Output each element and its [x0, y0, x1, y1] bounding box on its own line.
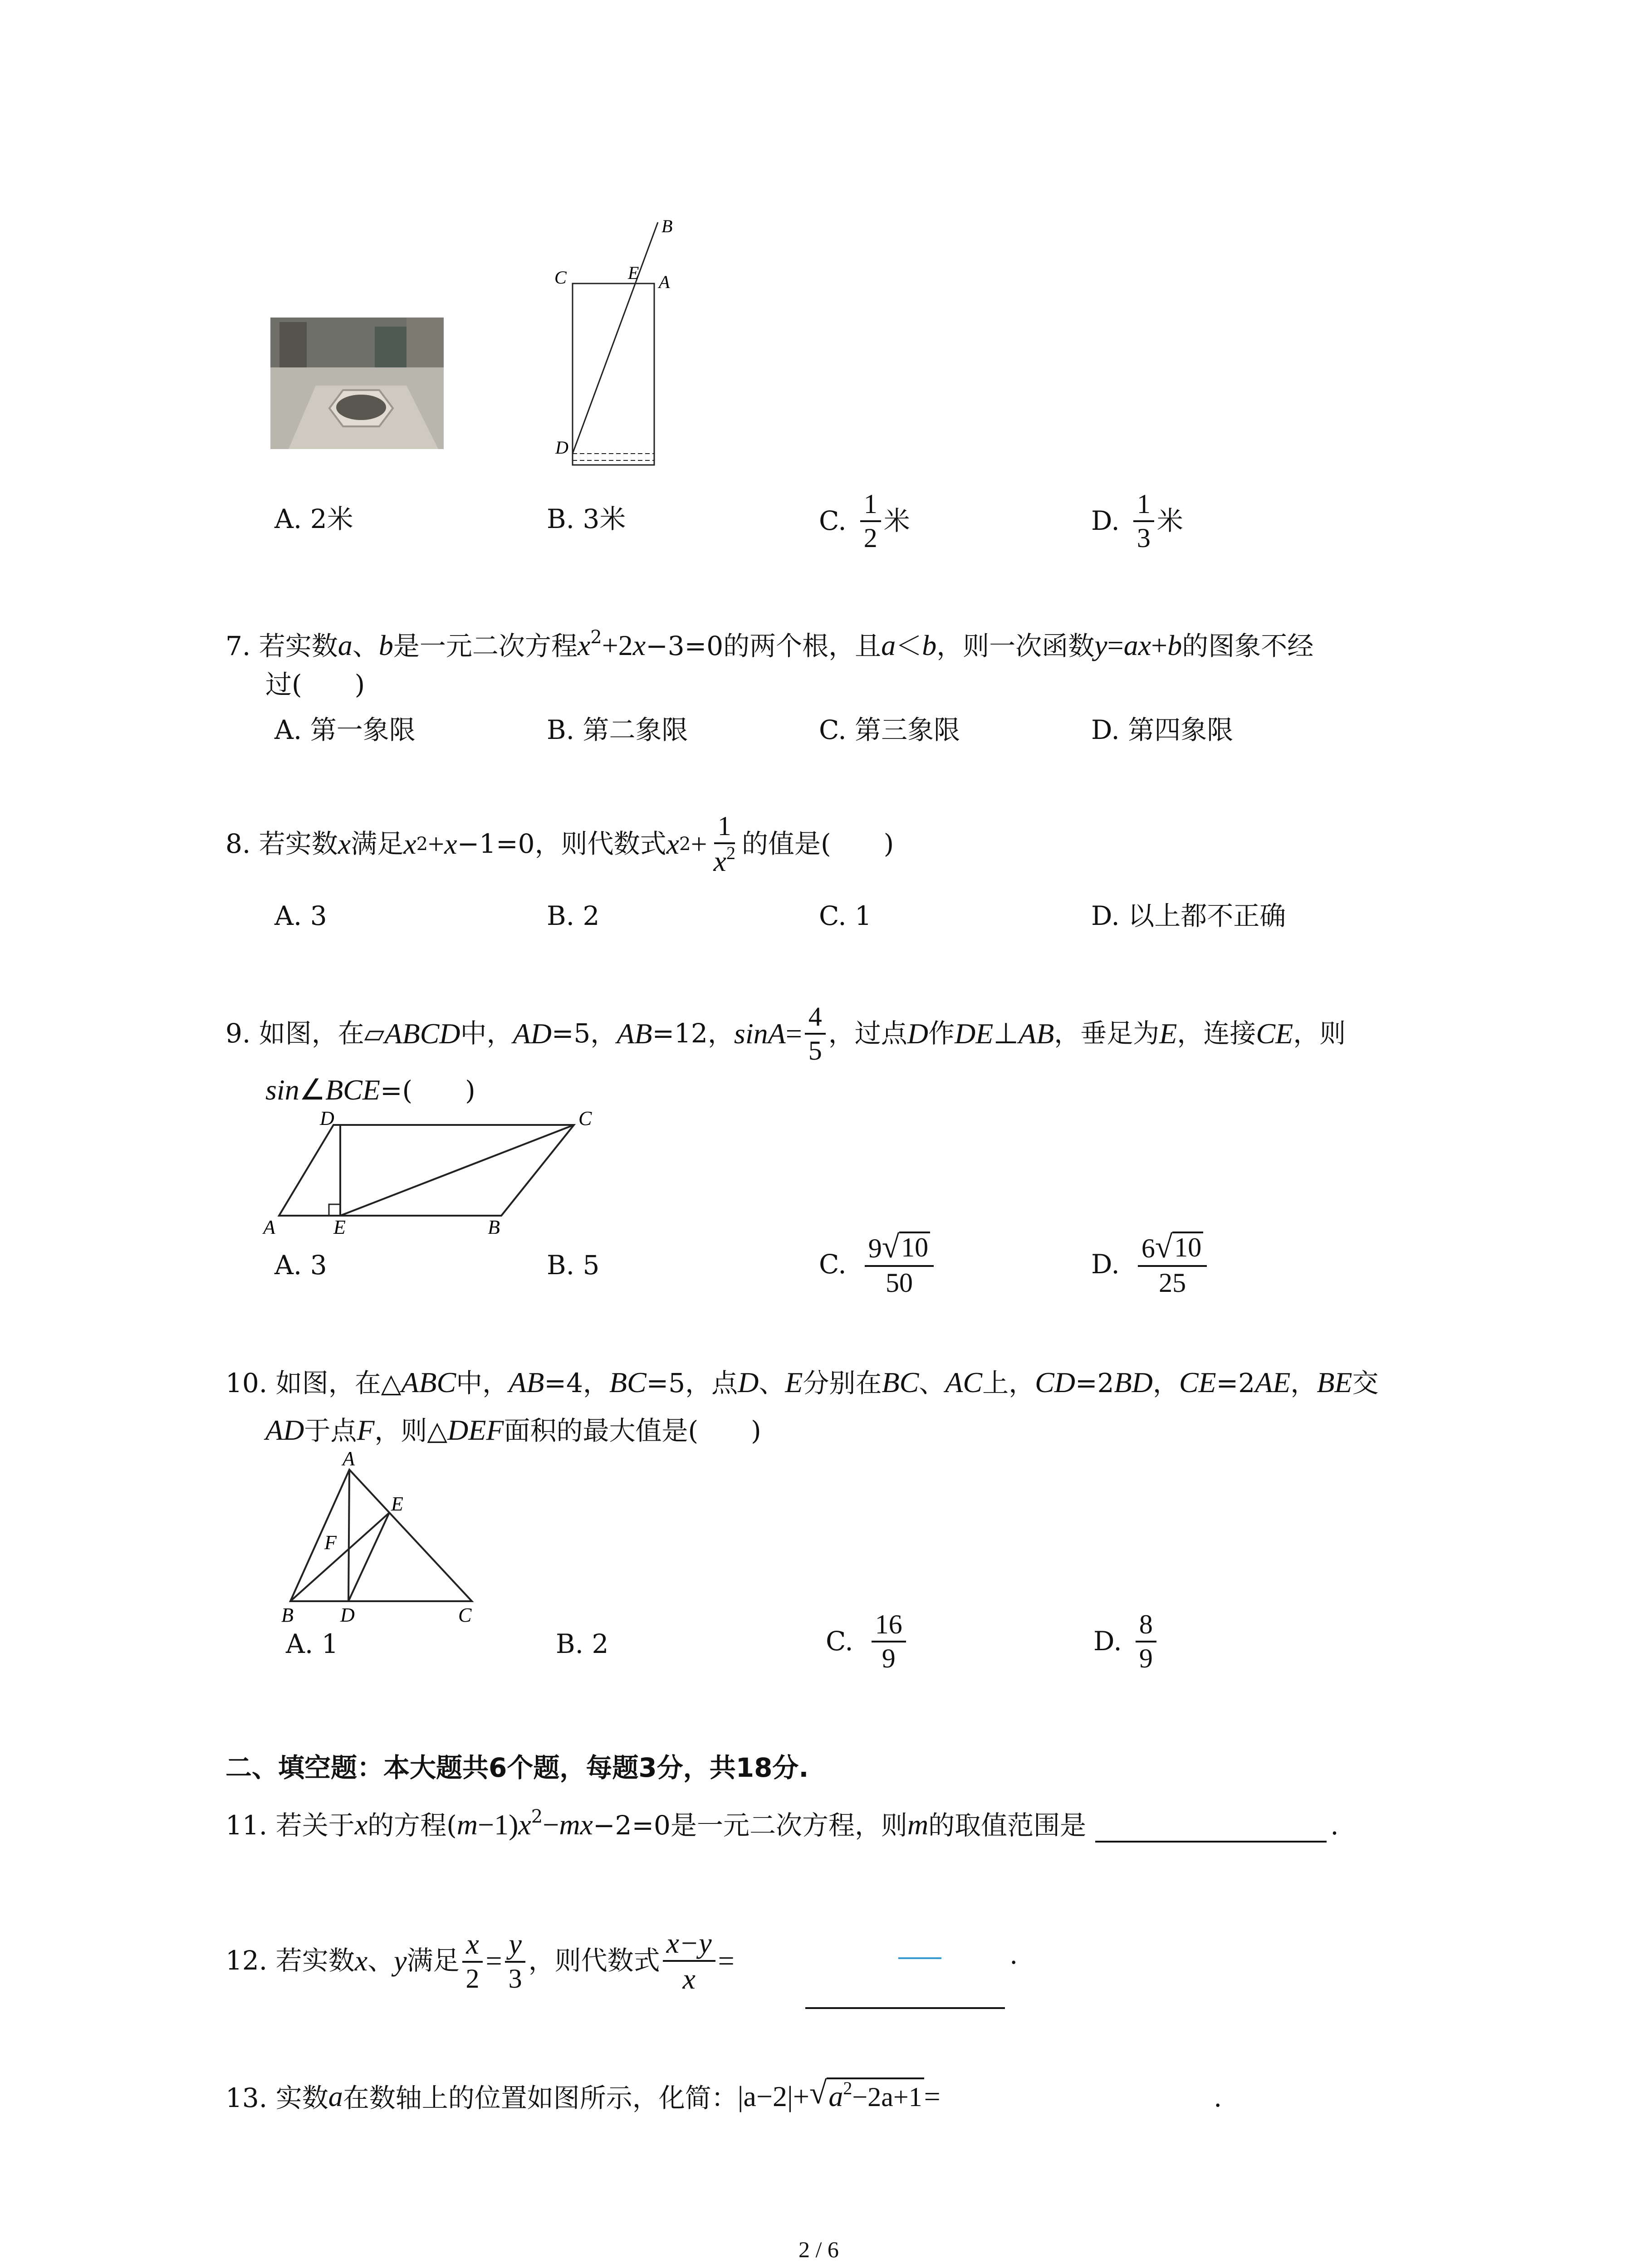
frac-den	[710, 844, 739, 876]
q13-period: .	[1214, 2082, 1222, 2113]
q7-option-a: A. 第一象限	[274, 714, 416, 745]
exponent: 2	[531, 1806, 543, 1827]
var-ax: ax	[1123, 629, 1151, 661]
q12-answer-blank[interactable]	[805, 2007, 1005, 2009]
var-ce: CE	[1179, 1366, 1216, 1398]
q13-text: 在数轴上的位置如图所示，化简：	[343, 2082, 738, 2114]
q6-option-c-prefix: C.	[819, 505, 847, 537]
q9-option-a: A. 3	[274, 1250, 327, 1281]
q12-text: 若实数	[275, 1945, 355, 1976]
sqrt-expr: √ $a^2-2a+1$	[809, 2077, 924, 2114]
label-b: B	[661, 216, 673, 236]
q7-line2: 过( )	[265, 669, 365, 700]
q6-d-den: 3	[1136, 523, 1151, 553]
minus: −	[543, 1809, 559, 1841]
period: .	[1330, 1810, 1339, 1841]
q12-text: 、	[367, 1945, 394, 1976]
q10-line2	[265, 1413, 761, 1448]
q8-fraction	[710, 812, 739, 876]
var-mx: mx	[559, 1809, 593, 1841]
q10-option-b: B. 2	[556, 1628, 609, 1659]
var-x: x	[518, 1809, 531, 1841]
frac-num: x	[466, 1928, 479, 1960]
q10-text: ，	[1152, 1368, 1179, 1398]
frac-den: 25	[1159, 1268, 1186, 1298]
q6-option-d-unit: 米	[1156, 505, 1183, 537]
var-f: F	[357, 1414, 375, 1446]
var-be: BE	[1317, 1366, 1352, 1398]
frac-den: 5	[808, 1036, 822, 1066]
exponent: 2	[590, 627, 602, 648]
q9-option-c-prefix: C.	[819, 1248, 847, 1280]
var-y: y	[1094, 629, 1107, 661]
equals: =	[924, 2080, 941, 2112]
q8-text: 若实数	[259, 828, 338, 860]
q9-text: ，垂足为	[1054, 1018, 1160, 1049]
var-ab: AB	[509, 1366, 544, 1398]
label-e: E	[333, 1216, 346, 1234]
q9-text: ，过点	[828, 1018, 907, 1049]
frac-den: x	[682, 1963, 696, 1995]
angle: ∠	[299, 1074, 326, 1106]
var-a: a	[881, 629, 896, 661]
q10-option-d-prefix: D.	[1093, 1626, 1122, 1657]
q6-c-den: 2	[863, 523, 877, 553]
var-de: DE	[955, 1017, 994, 1050]
label-c: C	[554, 267, 567, 288]
q9-number: 9.	[225, 1018, 251, 1049]
q10-text: 、	[759, 1368, 785, 1398]
var-x: x	[666, 827, 679, 860]
q13-line	[225, 2077, 941, 2114]
var-abc: ABC	[401, 1366, 456, 1398]
q10-text: 中，	[456, 1368, 509, 1398]
q10-number: 10.	[225, 1368, 268, 1398]
q10-option-d	[1093, 1610, 1159, 1673]
equals: =	[485, 1944, 502, 1977]
q9-text: 作	[928, 1018, 955, 1049]
well-photo	[270, 318, 444, 449]
q10-text: 分别在	[803, 1368, 882, 1398]
q6-option-b: B. 3米	[547, 503, 626, 534]
q10-option-c-prefix: C.	[826, 1626, 853, 1657]
frac-den: 9	[1139, 1643, 1153, 1673]
var-x: x	[354, 1944, 368, 1977]
perp: ⊥	[993, 1017, 1019, 1050]
answer-blank[interactable]	[1095, 1813, 1327, 1843]
q11-text: 的方程(	[367, 1810, 457, 1841]
var-sin: sin	[265, 1074, 299, 1106]
q7-text: 、	[352, 631, 379, 661]
q9-text: =( )	[380, 1075, 475, 1106]
q10-option-c	[826, 1610, 909, 1673]
frac-num: 16	[872, 1610, 906, 1642]
var-x: x	[354, 1809, 368, 1841]
q6-option-d-prefix: D.	[1091, 505, 1120, 537]
coef: 9	[868, 1233, 882, 1263]
q13-text: 实数	[275, 2082, 328, 2114]
var-e: E	[785, 1366, 803, 1398]
var-m: m	[456, 1809, 478, 1841]
var-m: m	[907, 1809, 929, 1841]
label-d: D	[320, 1107, 334, 1129]
q9-line2	[265, 1073, 475, 1108]
var-d: D	[738, 1366, 759, 1398]
var-bce: BCE	[325, 1074, 380, 1106]
var-b: b	[1167, 629, 1182, 661]
var-ac: AC	[945, 1366, 983, 1398]
q8-option-a: A. 3	[274, 900, 327, 931]
section-title: 二、填空题：本大题共6个题，每题3分，共18分.	[225, 1752, 809, 1783]
equals: =	[1107, 629, 1124, 661]
frac-num: 4	[805, 1002, 826, 1035]
plus: +	[428, 827, 445, 860]
var-x: x	[713, 845, 726, 877]
abs-expr: |a−2|+	[737, 2080, 809, 2112]
q8-option-b: B. 2	[547, 900, 600, 931]
label-a: A	[343, 1447, 355, 1470]
q6-option-d	[1091, 490, 1183, 552]
q6-option-a: A. 2米	[274, 503, 353, 534]
var-e: E	[1159, 1017, 1177, 1050]
var-ab: AB	[617, 1017, 652, 1050]
var-bd: BD	[1114, 1366, 1153, 1398]
q13-number: 13.	[225, 2082, 268, 2114]
q9-text: ，则	[1293, 1018, 1346, 1049]
radicand: 10	[899, 1232, 930, 1262]
var-y: y	[394, 1944, 407, 1977]
exponent: 2	[726, 843, 735, 863]
q6-d-num: 1	[1133, 490, 1154, 522]
label-b: B	[488, 1216, 500, 1234]
q10-text: =2	[1075, 1368, 1114, 1398]
q8-text: −1=0，则代数式	[457, 828, 666, 860]
var-bc: BC	[609, 1366, 647, 1398]
coef: 6	[1141, 1233, 1155, 1263]
q9-text: =5，	[551, 1018, 617, 1049]
exponent: 2	[843, 2078, 852, 2098]
q10-text: 如图，在△	[275, 1368, 402, 1398]
var-x: x	[403, 827, 416, 860]
q11-number: 11.	[225, 1810, 268, 1841]
var-ad: AD	[265, 1414, 304, 1446]
q10-figure	[268, 1447, 504, 1624]
q9-line1	[225, 1002, 1346, 1065]
q10-text: 上，	[982, 1368, 1035, 1398]
q10-line1	[225, 1365, 1379, 1400]
q9-text: 如图，在▱	[259, 1018, 385, 1049]
q12-period: .	[1009, 1939, 1018, 1970]
q12-cyan-mark	[898, 1957, 941, 1959]
q9-text: 中，	[460, 1018, 513, 1049]
q7-line1	[225, 628, 1313, 663]
q9-option-b: B. 5	[547, 1250, 600, 1281]
frac-num: x−y	[666, 1927, 712, 1959]
var-abcd: ABCD	[384, 1017, 460, 1050]
q9-option-d	[1091, 1232, 1210, 1297]
q11-text: −2=0是一元二次方程，则	[593, 1810, 907, 1841]
q7-number: 7.	[225, 631, 251, 661]
q6-option-c	[819, 490, 910, 552]
q7-option-b: B. 第二象限	[547, 714, 688, 745]
q9-figure	[261, 1107, 606, 1234]
var-ae: AE	[1255, 1366, 1291, 1398]
q9-c-frac: 9 √ 10 50	[865, 1232, 934, 1297]
var-sina: sinA	[734, 1017, 786, 1050]
radicand: 10	[1172, 1232, 1203, 1262]
var-ab: AB	[1019, 1017, 1054, 1050]
q8-option-d: D. 以上都不正确	[1091, 900, 1286, 931]
var-a: a	[828, 2080, 843, 2112]
label-e: E	[391, 1493, 403, 1515]
q7-text: −3=0的两个根，且	[646, 631, 882, 661]
q12-number: 12.	[225, 1945, 268, 1976]
frac-den: 9	[882, 1643, 896, 1673]
equals: =	[785, 1017, 802, 1050]
q11-text: 若关于	[275, 1810, 355, 1841]
well-diagram	[540, 213, 685, 485]
var-x: x	[577, 629, 591, 661]
q7-text: 若实数	[259, 631, 338, 661]
q8-option-c: C. 1	[819, 900, 872, 931]
q7-option-d: D. 第四象限	[1091, 714, 1234, 745]
q10-text: 、	[919, 1368, 945, 1398]
frac-num: 1	[714, 812, 735, 844]
q10-text: 面积的最大值是( )	[504, 1415, 761, 1446]
frac-den: 50	[885, 1268, 913, 1298]
q7-text: 的图象不经	[1182, 631, 1314, 661]
var-ce: CE	[1256, 1017, 1293, 1050]
q12-line	[225, 1928, 735, 1994]
var-d: D	[907, 1017, 929, 1050]
q10-option-a: A. 1	[286, 1628, 338, 1659]
var-x: x	[444, 827, 457, 860]
q11-text: −1)	[477, 1809, 519, 1841]
q10-text: 于点	[304, 1415, 357, 1446]
label-e: E	[628, 263, 639, 283]
var-a: a	[328, 2080, 343, 2112]
var-def: DEF	[447, 1414, 504, 1446]
q8-line1: 8. 若实数 x 满足 x 2 + x −1=0，则代数式 x 2 + $\frac{1}{x^2}$ 的值是( )	[225, 811, 894, 877]
label-b: B	[281, 1604, 294, 1624]
q11-line	[225, 1808, 1339, 1843]
q9-option-c	[819, 1232, 936, 1297]
radicand-rest: −2a+1	[852, 2082, 922, 2112]
equals: =	[718, 1944, 735, 1977]
q10-text: =5，点	[646, 1368, 738, 1398]
q10-text: =4，	[544, 1368, 609, 1398]
label-c: C	[578, 1107, 592, 1129]
q7-text: 是一元二次方程	[393, 631, 578, 661]
q8-text: 的值是( )	[741, 828, 894, 860]
var-x: x	[632, 629, 646, 661]
label-a: A	[659, 272, 670, 292]
var-b: b	[378, 629, 393, 661]
frac-num: y	[509, 1928, 522, 1960]
frac-den: 3	[508, 1964, 522, 1994]
q8-text: 满足	[351, 828, 404, 860]
q12-text: 满足	[407, 1945, 460, 1976]
q9-text: ，连接	[1177, 1018, 1256, 1049]
q6-option-c-unit: 米	[883, 505, 910, 537]
label-a: A	[263, 1216, 275, 1234]
frac-den: 2	[465, 1964, 480, 1994]
q10-text: =2	[1216, 1368, 1255, 1398]
q11-text: 的取值范围是	[928, 1810, 1087, 1841]
q10-text: ，	[1290, 1368, 1317, 1398]
var-cd: CD	[1035, 1366, 1075, 1398]
label-d: D	[340, 1604, 355, 1624]
q8-number: 8.	[225, 828, 251, 860]
q9-d-frac: 6 √ 10 25	[1138, 1232, 1207, 1297]
q10-text: 交	[1352, 1368, 1379, 1398]
label-c: C	[458, 1604, 472, 1624]
label-d: D	[555, 437, 568, 458]
less-than: ＜	[896, 631, 922, 661]
q7-text: ，则一次函数	[936, 631, 1095, 661]
q7-option-c: C. 第三象限	[819, 714, 960, 745]
q10-text: ，则△	[374, 1415, 448, 1446]
q9-option-d-prefix: D.	[1091, 1248, 1120, 1280]
q9-text: =12，	[652, 1018, 734, 1049]
var-a: a	[338, 629, 353, 661]
q7-text: +2	[602, 629, 633, 661]
var-b: b	[922, 629, 937, 661]
plus: +	[691, 827, 707, 860]
var-x: x	[338, 827, 351, 860]
frac-num: 8	[1136, 1610, 1156, 1642]
plus: +	[1151, 629, 1168, 661]
q9-fraction	[805, 1002, 826, 1065]
var-ad: AD	[513, 1017, 552, 1050]
label-f: F	[324, 1531, 337, 1554]
q6-c-num: 1	[860, 490, 881, 522]
page-number: 2 / 6	[798, 2237, 839, 2262]
q12-text: ，则代数式	[528, 1945, 660, 1976]
var-bc: BC	[882, 1366, 919, 1398]
